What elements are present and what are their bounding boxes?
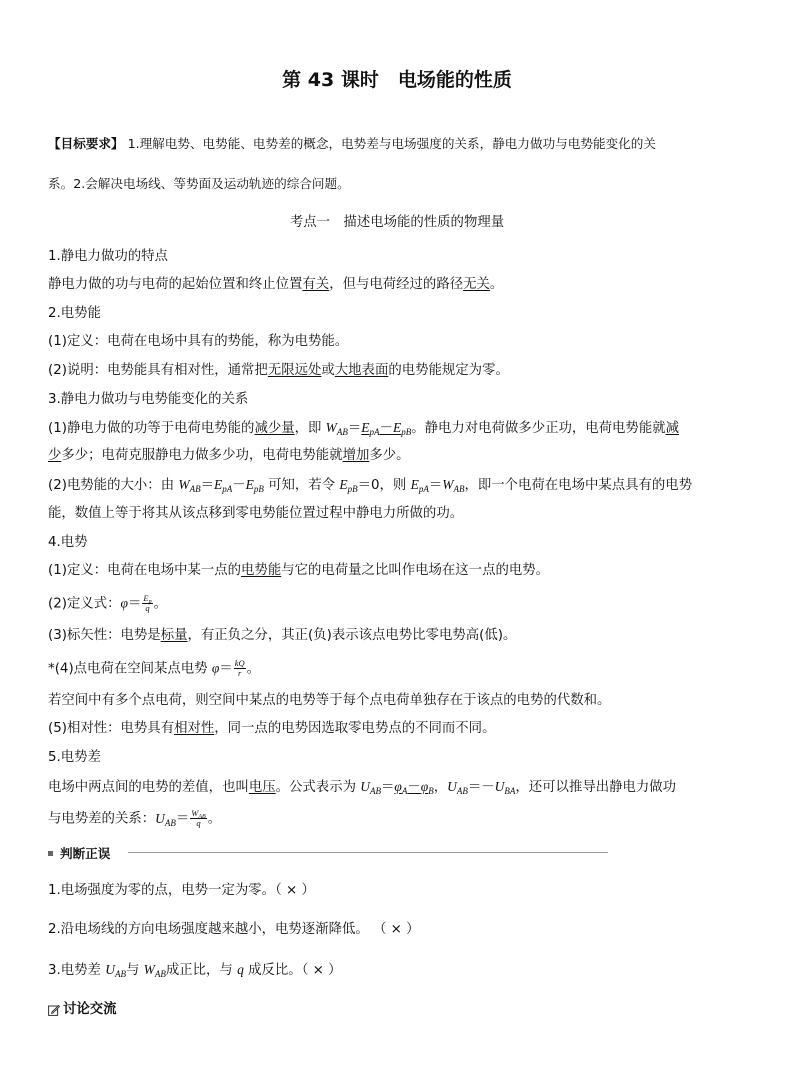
s4-definition: (1)定义：电荷在电场中某一点的电势能与它的电荷量之比叫作电场在这一点的电势。 (48, 563, 550, 578)
s3-p1-line1: (1)静电力做的功等于电荷电势能的减少量，即 $W_{AB}=E_{pA}-E_{pB}$。静电力对电荷做多少正功，电荷电势能就减 (48, 420, 679, 437)
judge-label: 判断正误 (60, 846, 111, 861)
s4-scalar: (3)标矢性：电势是标量，有正负之分，其正(负)表示该点电势比零电势高(低)。 (48, 628, 517, 643)
s3-p1-line2: 少多少；电荷克服静电力做多少功，电荷电势能就增加多少。 (48, 448, 410, 463)
judge-item-3: 3.电势差 $U_{AB}$与 $W_{AB}$成正比，与 q 成反比。（ × ） (48, 962, 342, 979)
s5-line1: 电场中两点间的电势的差值，也叫电压。公式表示为 $U_{AB}=\varphi_A-\varphi_B$，$U_{AB}=-U_{BA}$，还可以推导出静电力做功 (48, 779, 677, 796)
edit-icon (48, 1004, 60, 1016)
objectives-line-1: 【目标要求】 1.理解电势、电势能、电势差的概念，电势差与电场强度的关系，静电力做功与电势能变化的关 (48, 136, 656, 151)
s3-heading: 3.静电力做功与电势能变化的关系 (48, 392, 249, 407)
s4-heading: 4.电势 (48, 535, 88, 550)
section-heading: 考点一 描述电场能的性质的物理量 (289, 215, 505, 230)
section-divider (128, 852, 608, 853)
fraction-ep-over-q: $\frac{E_p}{q}$ (143, 593, 152, 613)
judge-item-1: 1.电场强度为零的点，电势一定为零。（ × ） (48, 883, 315, 898)
fraction-kq-over-r: $\frac{kQ}{r}$ (234, 658, 245, 678)
judge-item-2: 2.沿电场线的方向电场强度越来越小，电势逐渐降低。 （ × ） (48, 922, 420, 937)
s2-definition: (1)定义：电荷在电场中具有的势能，称为电势能。 (48, 334, 349, 349)
s4-superposition: 若空间中有多个点电荷，则空间中某点的电势等于每个点电荷单独存在于该点的电势的代数和。 (48, 693, 611, 708)
s3-p2-line2: 能，数值上等于将其从该点移到零电势能位置过程中静电力所做的功。 (48, 506, 464, 521)
s4-point-charge: *(4)点电荷在空间某点电势 φ＝ $\frac{kQ}{r}$ 。 (48, 658, 260, 678)
fraction-w-over-q: $\frac{W_{AB}}{q}$ (191, 808, 206, 828)
s1-heading: 1.静电力做功的特点 (48, 249, 168, 264)
s1-paragraph: 静电力做的功与电荷的起始位置和终止位置有关，但与电荷经过的路径无关。 (48, 277, 504, 292)
s3-p2-line1: (2)电势能的大小：由 $W_{AB}=E_{pA}-E_{pB}$ 可知，若令 $E_{pB}=0$，则 $E_{pA}=W_{AB}$，即一个电荷在电场中某点具有的电势 (48, 477, 693, 494)
page-title: 第 43 课时 电场能的性质 (282, 69, 512, 91)
s4-formula: (2)定义式：φ＝ $\frac{E_p}{q}$ 。 (48, 593, 167, 613)
objectives-line-2: 系。2.会解决电场线、等势面及运动轨迹的综合问题。 (48, 176, 350, 191)
s4-relativity: (5)相对性：电势具有相对性，同一点的电势因选取零电势点的不同而不同。 (48, 721, 496, 736)
section-bullet (48, 851, 53, 856)
s5-heading: 5.电势差 (48, 750, 101, 765)
discussion-label: 讨论交流 (63, 1002, 117, 1017)
objectives-label: 【目标要求】 (48, 136, 124, 151)
s2-note: (2)说明：电势能具有相对性，通常把无限远处或大地表面的电势能规定为零。 (48, 363, 509, 378)
s5-line2: 与电势差的关系：$U_{AB}=$ $\frac{W_{AB}}{q}$ 。 (48, 808, 222, 828)
s2-heading: 2.电势能 (48, 306, 101, 321)
